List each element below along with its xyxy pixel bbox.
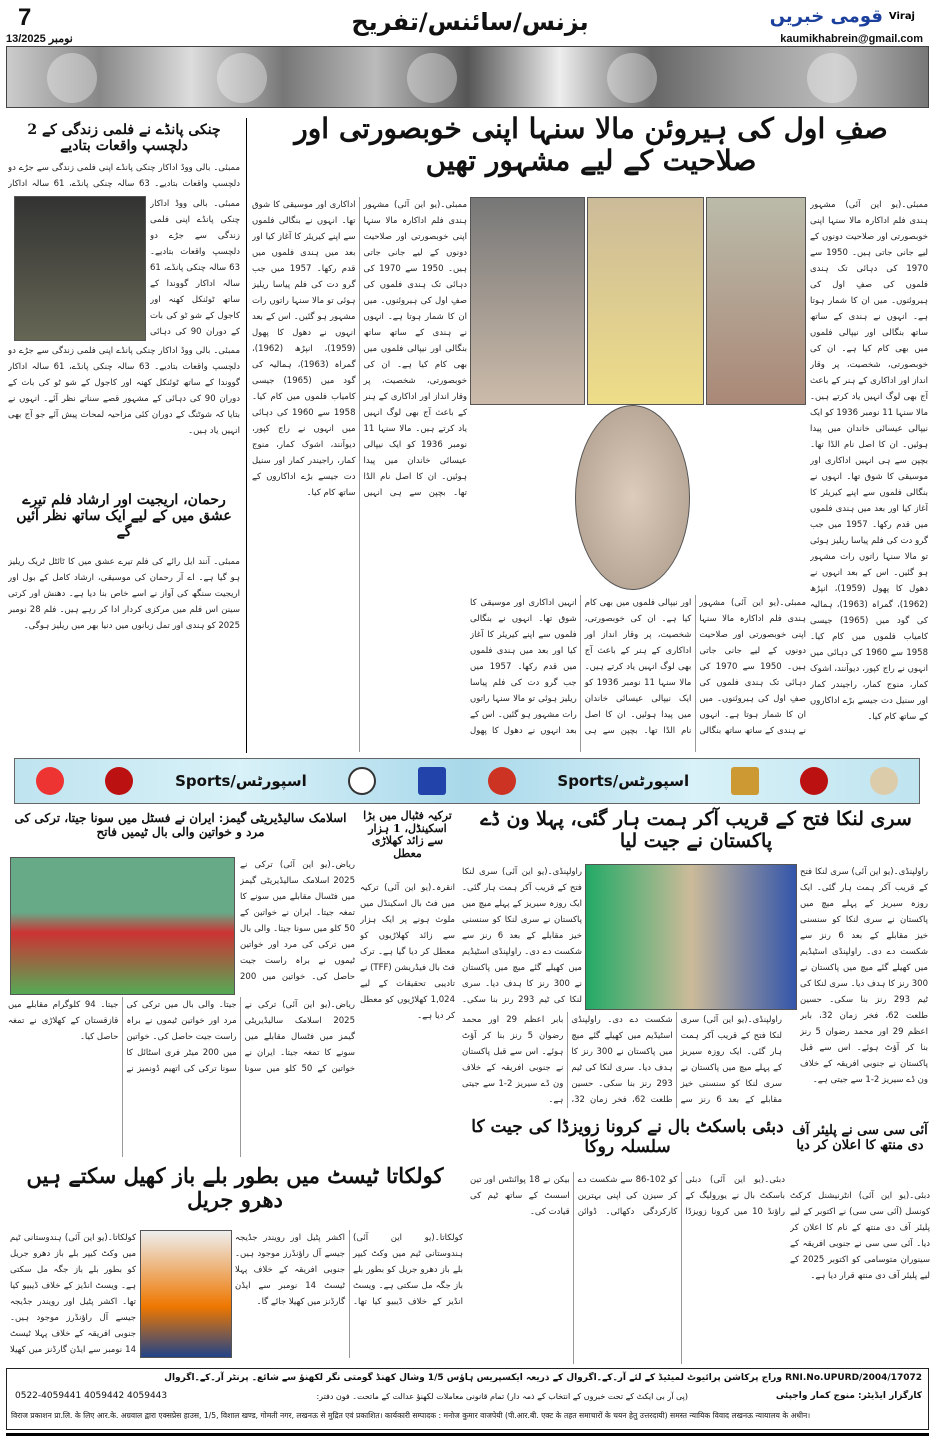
icc-player-of-month-headline: آئی سی سی نے پلیئر آف دی منتھ کا اعلان کر دیا [792, 1123, 928, 1153]
iran-body-bottom: ریاض۔(یو این آئی) ترکی نے 2025 اسلامک سالیڈیریٹی گیمز میں فٹسال مقابلے میں سونے کا تمغہ جیتا۔ ایران نے خواتین کے 50 کلو میں سونا جیتا۔ والی بال میں ترکی کی مرد اور خواتین ٹیموں نے براہ راست جیت حاصل کی۔ خواتین میں 200 میٹر فری اسٹائل کا سونا ترکی کی اتھیم ڈونمیز نے جیتا۔ 94 کلوگرام مقابلے میں قازقستان کے کھلاڑی نے تمغہ حاصل کیا۔ [8, 1000, 355, 1074]
cricket-captains-trophy-photo [585, 864, 797, 1010]
cricket-headline: سری لنکا فتح کے قریب آکر ہمت ہار گئی، پہلا ون ڈے پاکستان نے جیت لیا [480, 808, 912, 852]
acting-editor: کارگزار ایڈیٹر: منوج کمار واجپئی [775, 1391, 922, 1401]
cricket-helmet-icon [488, 767, 516, 795]
trophy-icon [731, 767, 759, 795]
section-banner-image [6, 46, 929, 108]
sports-label: Sports/اسپورٹس [557, 772, 690, 790]
logo-text: قومی خبریں [769, 6, 883, 27]
dubai-basketball-body: دبئی۔(یو این آئی) دبئی باسکٹ بال نے یورولیگ کے راؤنڈ 10 میں کرونا زویزڈا کو 102-86 سے شکست دے کر سیزن کی اپنی بہترین کارکردگی دکھائی۔ ڈوائن بیکن نے 18 پوائنٹس اور تین اسسٹ کے ساتھ ٹیم کی قیادت کی۔ [470, 1175, 785, 1217]
shuttlecock-icon [36, 767, 64, 795]
main-headline: صفِ اول کی ہیروئن مالا سنہا اپنی خوبصورتی اور صلاحیت کے لیے مشہور تھیں [294, 112, 888, 178]
chunky-pandey-body-top: ممبئی۔ بالی ووڈ اداکار چنکی پانڈے اپنی فلمی زندگی سے جڑے دو دلچسپ واقعات بتادیے۔ 63 سالہ چنکی پانڈے، 61 سالہ اداکار [8, 163, 240, 189]
imprint-line-2: (پی آر بی ایکٹ کے تحت خبروں کے انتخاب کے ذمہ دار) تمام قانونی معاملات لکھنؤ عدالت کے ماتحت۔ فون دفتر: [316, 1392, 688, 1401]
mala-sinha-yellow-photo [587, 197, 704, 405]
dhruv-jurel-photo [140, 1230, 232, 1358]
mala-sinha-oval-portrait [575, 405, 690, 590]
main-story-body-col1: ممبئی۔(یو این آئی) مشہور ہندی فلم اداکارہ مالا سنہا اپنی خوبصورتی اور صلاحیت دونوں کے لیے جانی جاتی ہیں۔ 1950 سے 1970 کی دہائی تک ہندی فلموں کی صفِ اول کی ہیروئنوں۔ میں ان کا شمار ہوتا ہے۔ انہوں نے ہندی کے ساتھ ساتھ بنگالی اور نیپالی فلموں میں بھی کام کیا ہے۔ ان کی خوبصورتی، شخصیت، پر وقار انداز اور اداکاری کے ہنر کے باعث آج بھی لوگ انہیں یاد کرتے ہیں۔ مالا سنہا 11 نومبر 1936 کو ایک نیپالی عیسائی خاندان میں پیدا ہوئیں۔ ان کا اصل نام الڈا تھا۔ بچپن سے ہی انہیں اداکاری اور موسیقی کا شوق تھا۔ انہوں نے بنگالی فلموں سے اپنے کیریئر کا آغاز کیا اور بعد میں ہندی فلموں میں قدم رکھا۔ 1957 میں جب گرو دت کی فلم پیاسا ریلیز ہوئی تو مالا سنہا راتوں رات مشہور ہو گئیں۔ اس کے بعد انہوں نے دھول کا پھول (1959)، انپڑھ (1962)، گمراہ (1963)، ہمالیہ کی گود میں (1965) جیسی کامیاب فلموں میں کام کیا۔ 1958 سے 1960 کی دہائی میں انہوں نے راج کپور، دیوآنند، اشوک کمار، منوج کمار، راجیندر کمار اور سنیل دت جیسے بڑے اداکاروں کے ساتھ کام کیا۔ [810, 200, 928, 722]
iran-body-side: ریاض۔(یو این آئی) ترکی نے 2025 اسلامک سالیڈیریٹی گیمز میں فٹسال مقابلے میں سونے کا تمغہ جیتا۔ ایران نے خواتین کے 50 کلو میں سونا جیتا۔ والی بال میں ترکی کی مرد اور خواتین ٹیموں نے براہ راست جیت حاصل کی۔ خواتین میں 200 [240, 860, 355, 982]
column-divider [246, 118, 247, 753]
imprint-line-hindi: विराज प्रकाशन प्रा.लि. के लिए आर.के. अग्रवाल द्वारा एक्सप्रेस हाउस, 1/5, विशाल खण्ड, गोमती नगर, लखनऊ से मुद्रित एवं प्रकाशित। कार्यकारी सम्पादक : मनोज कुमार वाजपेयी (पी.आर.बी. एक्ट के तहत समाचारों के चयन हेतु उत्तरदायी) समस्त न्यायिक विवाद लखनऊ न्यायालय के अधीन। [11, 1411, 811, 1420]
viraj-logo-icon: Viraj [888, 11, 915, 22]
tere-ishk-mein-body: ممبئی۔ آنند ایل رائے کی فلم تیرے عشق میں کا ٹائٹل ٹریک ریلیز ہو گیا ہے۔ اے آر رحمان کی موسیقی، ارشاد کامل کے بول اور اریجیت سنگھ کی آواز نے اسے خاص بنا دیا ہے۔ دھنش اور کرتی سینن اس فلم میں مرکزی کردار ادا کر رہے ہیں۔ فلم 28 نومبر 2025 کو ہندی اور تمل زبانوں میں دنیا بھر میں ریلیز ہوگی۔ [8, 557, 240, 631]
tennis-rackets-icon [870, 767, 898, 795]
cricket-body-col1: راولپنڈی۔(یو این آئی) سری لنکا فتح کے قریب آکر ہمت ہار گئی۔ ایک روزہ سیریز کے پہلے میچ میں پاکستان نے سری لنکا کو سنسنی خیز مقابلے کے بعد 6 رنز سے شکست دے دی۔ راولپنڈی اسٹیڈیم میں کھیلے گئے میچ میں پاکستان نے 300 رنز کا ہدف دیا۔ سری لنکا کی ٹیم 293 رنز بنا سکی۔ حسین طلعت 62، فخر زمان 32، بابر اعظم 29 اور محمد رضوان 5 رنز بنا کر آؤٹ ہوئے۔ اس سے قبل پاکستان نے جنوبی افریقہ کے خلاف ون ڈے سیریز 2-1 سے جیتی ہے۔ [800, 867, 928, 1085]
chunky-pandey-body-side: ممبئی۔ بالی ووڈ اداکار چنکی پانڈے اپنی فلمی زندگی سے جڑے دو دلچسپ واقعات بتادیے۔ 63 سالہ چنکی پانڈے، 61 سالہ اداکار گووندا کے ساتھ ٹوئنکل کھنہ اور کاجول کے شو ٹو کی بات کے دوران 90 کی دہائی [150, 199, 240, 337]
mala-sinha-recent-photo [706, 197, 806, 405]
page-number: 7 [18, 4, 32, 31]
sports-section-banner [14, 758, 920, 804]
tere-ishk-mein-headline: رحمان، اریجیت اور ارشاد فلم تیرے عشق میں کے لیے ایک ساتھ نظر آئیں گے [16, 492, 232, 541]
batsman-icon [418, 767, 446, 795]
dubai-basketball-headline: دبئی باسکٹ بال نے کرونا زویزڈا کی جیت کا سلسلہ روکا [471, 1117, 784, 1157]
football-icon [348, 767, 376, 795]
cricket-ball-icon [105, 767, 133, 795]
icc-body: دبئی۔(یو این آئی) انٹرنیشنل کرکٹ کونسل (آئی سی سی) نے اکتوبر کے لیے پلیئر آف دی منتھ کے نام کا اعلان کر دیا۔ آئی سی سی نے جنوبی افریقہ کے سینوران متوسامی کو اکتوبر 2025 کے لیے پلیئر آف دی منتھ قرار دیا ہے۔ [790, 1191, 930, 1281]
chunky-pandey-photo [14, 196, 146, 341]
kolkata-test-headline: کولکاتا ٹیسٹ میں بطور بلے باز کھیل سکتے ہیں دھرو جریل [26, 1163, 444, 1213]
bottom-rule [6, 1433, 929, 1436]
imprint-line-1: RNI.No.UPURD/2004/17072 وراج پرکاشن پرائیوٹ لمیٹیڈ کے لئے آر۔کے۔اگروال کے ذریعہ ایکسپریس ہاؤس 1/5 وشال کھنڈ گومتی نگر لکھنؤ سے شائع۔ پرنٹر آر۔کے۔اگروال [164, 1373, 922, 1383]
mala-sinha-vintage-photo [470, 197, 585, 405]
cricket-ball-icon [800, 767, 828, 795]
issue-date: 13/نومبر 2025 [6, 33, 73, 45]
section-title: بزنس/سائنس/تفریح [351, 8, 589, 36]
imprint-footer [6, 1368, 929, 1430]
kolkata-body-col2: کولکاتا۔(یو این آئی) ہندوستانی ٹیم میں وکٹ کیپر بلے باز دھرو جریل کو بطور بلے باز جگہ مل سکتی ہے۔ ویسٹ انڈیز کے خلاف ڈیبیو کیا تھا۔ اکشر پٹیل اور رویندر جڈیجہ جیسے آل راؤنڈرز موجود ہیں۔ جنوبی افریقہ کے خلاف پہلا ٹیسٹ 14 نومبر سے ایڈن گارڈنز میں کھیلا [10, 1233, 136, 1355]
office-phones: 0522-4059441 4059442 4059443 [15, 1391, 168, 1401]
kolkata-body-col1: کولکاتا۔(یو این آئی) ہندوستانی ٹیم میں وکٹ کیپر بلے باز دھرو جریل کو بطور بلے باز جگہ مل سکتی ہے۔ ویسٹ انڈیز کے خلاف ڈیبیو کیا تھا۔ اکشر پٹیل اور رویندر جڈیجہ جیسے آل راؤنڈرز موجود ہیں۔ جنوبی افریقہ کے خلاف پہلا ٹیسٹ 14 نومبر سے ایڈن گارڈنز میں کھیلا جائے گا۔ [235, 1233, 463, 1307]
islamic-solidarity-games-headline: اسلامک سالیڈیریٹی گیمز: ایران نے فسٹل میں سونا جیتا، ترکی کی مرد و خواتین والی بال ٹیمیں فاتح [14, 811, 347, 839]
sports-label: Sports/اسپورٹس [175, 772, 307, 790]
turkey-womens-team-photo [10, 857, 235, 995]
contact-email: kaumikhabrein@gmail.com [780, 33, 923, 45]
main-story-body-col2: ممبئی۔(یو این آئی) مشہور ہندی فلم اداکارہ مالا سنہا اپنی خوبصورتی اور صلاحیت دونوں کے لیے جانی جاتی ہیں۔ 1950 سے 1970 کی دہائی تک ہندی فلموں کی صفِ اول کی ہیروئنوں۔ میں ان کا شمار ہوتا ہے۔ انہوں نے ہندی کے ساتھ ساتھ بنگالی اور نیپالی فلموں میں بھی کام کیا ہے۔ ان کی خوبصورتی، شخصیت، پر وقار انداز اور اداکاری کے ہنر کے باعث آج بھی لوگ انہیں یاد کرتے ہیں۔ مالا سنہا 11 نومبر 1936 کو ایک نیپالی عیسائی خاندان میں پیدا ہوئیں۔ ان کا اصل نام الڈا تھا۔ بچپن سے ہی انہیں اداکاری اور موسیقی کا شوق تھا۔ انہوں نے بنگالی فلموں سے اپنے کیریئر کا آغاز کیا اور بعد میں ہندی فلموں میں قدم رکھا۔ 1957 میں جب گرو دت کی فلم پیاسا ریلیز ہوئی تو مالا سنہا راتوں رات مشہور ہو گئیں۔ اس کے بعد انہوں نے دھول کا پھول (1959)، انپڑھ (1962)، گمراہ (1963)، ہمالیہ کی گود میں (1965) جیسی کامیاب فلموں میں کام کیا۔ 1958 سے 1960 کی دہائی میں انہوں نے راج کپور، دیوآنند، اشوک کمار، منوج کمار، راجیندر کمار اور سنیل دت جیسے بڑے اداکاروں کے ساتھ کام کیا۔ [252, 200, 467, 498]
chunky-pandey-headline: چنکی پانڈے نے فلمی زندگی کے 2 دلچسپ واقعات بتادیے [27, 122, 221, 155]
cricket-body-col2: راولپنڈی۔(یو این آئی) سری لنکا فتح کے قریب آکر ہمت ہار گئی۔ ایک روزہ سیریز کے پہلے میچ میں پاکستان نے سری لنکا کو سنسنی خیز مقابلے کے بعد 6 رنز سے شکست دے دی۔ راولپنڈی اسٹیڈیم میں کھیلے گئے میچ میں پاکستان نے 300 رنز کا ہدف دیا۔ سری لنکا کی ٹیم 293 رنز بنا سکی۔ [462, 867, 582, 1005]
masthead-logo [770, 6, 915, 27]
turkey-football-headline: ترکیہ فٹبال میں بڑا اسکینڈل، 1 ہزار سے زائد کھلاڑی معطل [363, 809, 452, 860]
main-story-body-col3: ممبئی۔(یو این آئی) مشہور ہندی فلم اداکارہ مالا سنہا اپنی خوبصورتی اور صلاحیت دونوں کے لیے جانی جاتی ہیں۔ 1950 سے 1970 کی دہائی تک ہندی فلموں کی صفِ اول کی ہیروئنوں۔ میں ان کا شمار ہوتا ہے۔ انہوں نے ہندی کے ساتھ ساتھ بنگالی اور نیپالی فلموں میں بھی کام کیا ہے۔ ان کی خوبصورتی، شخصیت، پر وقار انداز اور اداکاری کے ہنر کے باعث آج بھی لوگ انہیں یاد کرتے ہیں۔ مالا سنہا 11 نومبر 1936 کو ایک نیپالی عیسائی خاندان میں پیدا ہوئیں۔ ان کا اصل نام الڈا تھا۔ بچپن سے ہی انہیں اداکاری اور موسیقی کا شوق تھا۔ انہوں نے بنگالی فلموں سے اپنے کیریئر کا آغاز کیا اور بعد میں ہندی فلموں میں قدم رکھا۔ 1957 میں جب گرو دت کی فلم پیاسا ریلیز ہوئی تو مالا سنہا راتوں رات مشہور ہو گئیں۔ اس کے بعد انہوں نے دھول کا پھول [470, 598, 806, 736]
chunky-pandey-body-bottom: ممبئی۔ بالی ووڈ اداکار چنکی پانڈے اپنی فلمی زندگی سے جڑے دو دلچسپ واقعات بتادیے۔ 63 سالہ چنکی پانڈے، 61 سالہ اداکار گووندا کے ساتھ ٹوئنکل کھنہ اور کاجول کے شو ٹو کی بات کے دوران 90 کی دہائی کے مشہور قصے سناتے نظر آئے۔ انہوں نے بتایا کہ شوٹنگ کے دوران کئی مزاحیہ لمحات پیش آئے جو آج بھی انہیں یاد ہیں۔ [8, 346, 240, 436]
turkey-football-body: انقرہ۔(یو این آئی) ترکیہ میں فٹ بال اسکینڈل میں ملوث ہونے پر ایک ہزار سے زائد کھلاڑیوں کو معطل کر دیا گیا ہے۔ ترک فٹ بال فیڈریشن (TFF) نے تادیبی تحقیقات کے لیے 1,024 کھلاڑیوں کو معطل کر دیا ہے۔ [360, 883, 455, 1021]
cricket-body-col3: راولپنڈی۔(یو این آئی) سری لنکا فتح کے قریب آکر ہمت ہار گئی۔ ایک روزہ سیریز کے پہلے میچ میں پاکستان نے سری لنکا کو سنسنی خیز مقابلے کے بعد 6 رنز سے شکست دے دی۔ راولپنڈی اسٹیڈیم میں کھیلے گئے میچ میں پاکستان نے 300 رنز کا ہدف دیا۔ سری لنکا کی ٹیم 293 رنز بنا سکی۔ حسین طلعت 62، فخر زمان 32، بابر اعظم 29 اور محمد رضوان 5 رنز بنا کر آؤٹ ہوئے۔ اس سے قبل پاکستان نے جنوبی افریقہ کے خلاف ون ڈے سیریز 2-1 سے جیتی ہے۔ [462, 1015, 782, 1105]
